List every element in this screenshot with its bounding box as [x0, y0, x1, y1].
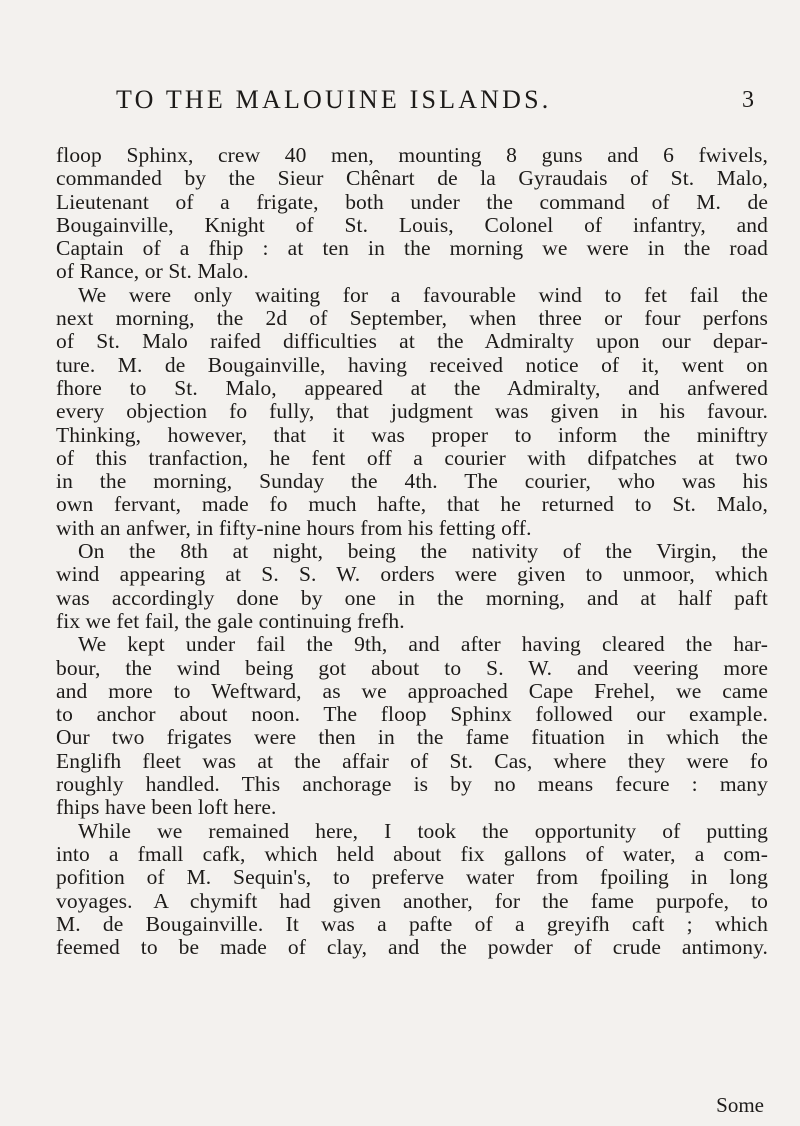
text-line: fix we fet fail, the gale continuing frefh. — [56, 608, 405, 633]
catchword: Some — [716, 1093, 764, 1117]
text-line: commanded by the Sieur Chênart de la Gyraudais of St. Malo, — [56, 166, 768, 191]
text-line: fhips have been loft here. — [56, 795, 277, 820]
text-line: to anchor about noon. The floop Sphinx followed our example. — [56, 702, 768, 727]
text-line: pofition of M. Sequin's, to preferve water from fpoiling in long — [56, 865, 768, 890]
text-line: in the morning, Sunday the 4th. The courier, who was his — [56, 469, 768, 494]
text-line: floop Sphinx, crew 40 men, mounting 8 guns and 6 fwivels, — [56, 143, 768, 167]
text-line: of St. Malo raifed difficulties at the Admiralty upon our depar- — [56, 329, 768, 354]
text-line: wind appearing at S. S. W. orders were given to unmoor, which — [56, 562, 768, 587]
text-line: next morning, the 2d of September, when three or four perfons — [56, 306, 768, 331]
text-line: Englifh fleet was at the affair of St. Cas, where they were fo — [56, 748, 768, 773]
running-head — [116, 82, 776, 118]
text-line: bour, the wind being got about to S. W. and veering more — [56, 655, 768, 680]
page-number: 3 — [742, 87, 754, 113]
text-line: Thinking, however, that it was proper to inform the miniftry — [56, 422, 768, 447]
text-line: and more to Weftward, as we approached Cape Frehel, we came — [56, 678, 768, 703]
text-line: every objection fo fully, that judgment was given in his favour. — [56, 399, 768, 424]
text-line: was accordingly done by one in the morning, and at half paft — [56, 585, 768, 610]
text-line: with an anfwer, in fifty-nine hours from his fetting off. — [56, 515, 532, 540]
text-line: own fervant, made fo much hafte, that he returned to St. Malo, — [56, 492, 768, 517]
text-line: We were only waiting for a favourable wind to fet fail the — [78, 282, 768, 307]
body-text — [56, 144, 768, 1106]
text-line: While we remained here, I took the opportunity of putting — [78, 818, 768, 843]
text-line: Lieutenant of a frigate, both under the command of M. de — [56, 189, 768, 214]
text-line: fhore to St. Malo, appeared at the Admiralty, and anfwered — [56, 375, 768, 400]
text-line: of this tranfaction, he fent off a courier with difpatches at two — [56, 445, 768, 470]
running-title: TO THE MALOUINE ISLANDS. — [116, 85, 552, 114]
text-line: of Rance, or St. Malo. — [56, 259, 249, 284]
text-line: roughly handled. This anchorage is by no means fecure : many — [56, 772, 768, 797]
text-line: voyages. A chymift had given another, for the fame purpofe, to — [56, 888, 768, 913]
text-line: Our two frigates were then in the fame fituation in which the — [56, 725, 768, 750]
text-line: M. de Bougainville. It was a pafte of a greyifh caft ; which — [56, 911, 768, 936]
text-line: into a fmall cafk, which held about fix gallons of water, a com- — [56, 841, 768, 866]
text-line: Captain of a fhip : at ten in the morning we were in the road — [56, 236, 768, 261]
text-line: We kept under fail the 9th, and after having cleared the har- — [78, 632, 768, 657]
text-line: feemed to be made of clay, and the powder of crude antimony. — [56, 935, 768, 960]
text-line: ture. M. de Bougainville, having received notice of it, went on — [56, 352, 768, 377]
text-line: Bougainville, Knight of St. Louis, Colonel of infantry, and — [56, 212, 768, 237]
text-line: On the 8th at night, being the nativity of the Virgin, the — [78, 539, 768, 564]
